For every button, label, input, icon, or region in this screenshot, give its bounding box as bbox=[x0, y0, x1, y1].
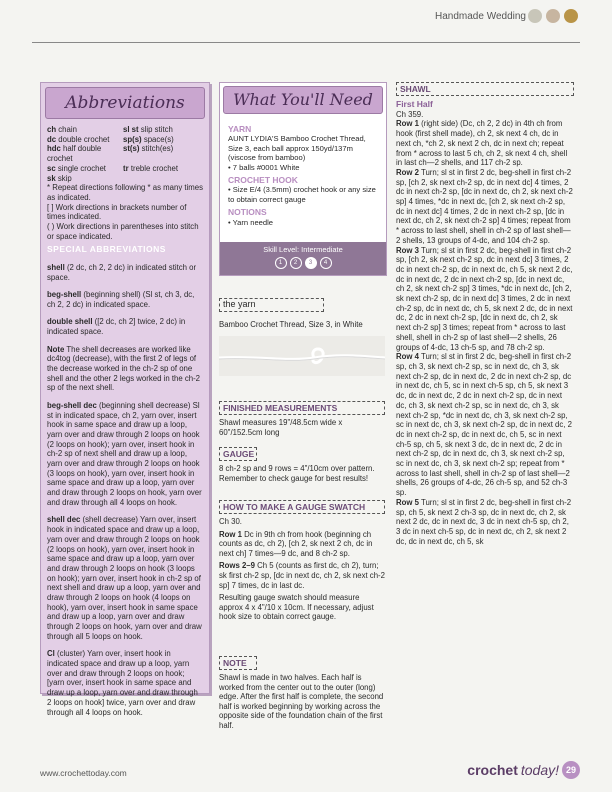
abbreviation-term: tr bbox=[123, 163, 129, 173]
notions-bullet: • Yarn needle bbox=[228, 217, 274, 227]
abbreviation-entry bbox=[123, 125, 203, 135]
yarn-thread-icon bbox=[219, 336, 385, 376]
shawl-row-text: Turn; sl st in first 2 dc, beg-shell in first ch-2 sp, ch 5, sk next 2 ch-3 sp, dc in next dc, ch 2, sk next 2 dc, dc in next dc, 3 dc in next ch-5 sp, ch 2, 3 dc in next ch-5 sp, dc in next dc, ch 2, sk next 2 dc, dc in next dc, ch 5, sk bbox=[396, 497, 572, 546]
abbreviation-list bbox=[47, 125, 203, 183]
abbreviation-entry bbox=[123, 174, 203, 184]
special-abbreviation-label: double shell bbox=[47, 317, 93, 327]
yarn-label: the yarn bbox=[219, 298, 324, 312]
notions-heading: NOTIONS bbox=[228, 207, 267, 218]
shawl-row-label: Row 5 bbox=[396, 497, 419, 507]
footer-brand-name: crochet bbox=[467, 762, 518, 778]
abbreviation-meaning: half double crochet bbox=[47, 144, 102, 164]
skill-level-circle: 2 bbox=[290, 257, 302, 269]
abbreviation-entry bbox=[47, 164, 121, 174]
gauge-swatch-rows bbox=[219, 530, 385, 591]
abbreviation-meaning: stitch(es) bbox=[141, 144, 174, 154]
gauge-label: GAUGE bbox=[219, 447, 257, 461]
abbreviation-entry bbox=[123, 164, 203, 174]
header-dot bbox=[546, 9, 560, 23]
header-dots bbox=[528, 9, 578, 23]
footer-brand bbox=[467, 761, 580, 779]
abbreviation-entry bbox=[47, 135, 121, 145]
shawl-row-text: Turn; sl st in first 2 dc, beg-shell in first ch-2 sp, [ch 2, sk next ch-2 sp, dc in next dc] 3 times, 2 dc in next ch-2 sp, dc in next dc, ch 5, sk next 2 dc, dc in next dc, 2 dc in next ch-2 sp, [dc in next dc, ch 2, sk next ch-2 sp] 3 times, *dc in next dc, [ch 2, sk next ch-2 sp, dc in next dc] 3 times, 2 dc in next ch-2 sp, dc in next dc, ch 5, sk next 2 dc, dc in next dc, 2 dc in next ch-2 sp, [dc in next dc, ch 2, sk next ch-2 sp] 3 times; repeat from * across to last shell, shell in ch-2 sp of last shell—2 shells, 26 groups of 4-dc, 13 ch-5 sp, and 78 ch-2 sp. bbox=[396, 245, 573, 352]
gauge-swatch-ch: Ch 30. bbox=[219, 517, 242, 526]
gauge-section bbox=[219, 447, 385, 483]
shawl-ch: Ch 359. bbox=[396, 109, 424, 119]
abbreviation-meaning: slip stitch bbox=[140, 125, 173, 134]
abbreviation-meaning: double crochet bbox=[58, 134, 110, 144]
yarn-swatch-image bbox=[219, 336, 385, 376]
special-abbreviation bbox=[47, 401, 203, 508]
shawl-rows bbox=[396, 119, 574, 546]
abbreviation-term: sc bbox=[47, 163, 56, 173]
special-abbreviation-label: shell bbox=[47, 262, 65, 272]
special-abbreviations bbox=[47, 263, 203, 717]
abbreviation-note: * Repeat directions following * as many times as indicated. bbox=[47, 183, 204, 202]
shawl-row-label: Row 3 bbox=[396, 245, 419, 255]
materials-title: What You'll Need bbox=[223, 86, 383, 114]
shawl-section bbox=[396, 82, 574, 546]
abbreviation-meaning: skip bbox=[57, 173, 72, 183]
skill-level-bar bbox=[220, 242, 386, 275]
special-abbreviation-label: shell dec bbox=[47, 515, 81, 525]
materials-panel bbox=[219, 82, 387, 276]
first-half-heading: First Half bbox=[396, 99, 433, 109]
abbreviation-meaning: single crochet bbox=[57, 163, 106, 173]
swatch-row-text: Dc in 9th ch from hook (beginning ch counts as dc, ch 2), [ch 2, sk next 2 ch, dc in next ch] 7 times—9 dc, and 8 ch-2 sp. bbox=[219, 529, 373, 558]
special-abbreviation bbox=[47, 290, 203, 309]
abbreviation-entry bbox=[47, 125, 121, 135]
header-rule bbox=[32, 42, 580, 43]
abbreviation-meaning: chain bbox=[58, 125, 77, 134]
special-abbreviation bbox=[47, 345, 203, 394]
abbreviation-term: sl st bbox=[123, 125, 139, 134]
abbreviation-term: hdc bbox=[47, 144, 61, 154]
shawl-row bbox=[396, 119, 574, 168]
page-header bbox=[0, 0, 612, 32]
page-number: 29 bbox=[562, 761, 580, 779]
special-abbreviation-label: Note bbox=[47, 344, 65, 354]
swatch-row-text: Ch 5 (counts as first dc, ch 2), turn; sk first ch-2 sp, [dc in next dc, ch 2, sk next ch-2 sp] 7 times, dc in last dc. bbox=[219, 561, 385, 590]
special-abbreviation bbox=[47, 317, 203, 336]
header-dot bbox=[564, 9, 578, 23]
special-abbreviation-text: (2 dc, ch 2, 2 dc) in indicated stitch or space. bbox=[47, 262, 197, 282]
special-abbreviation bbox=[47, 649, 203, 717]
gauge-swatch-section bbox=[219, 500, 385, 622]
shawl-row bbox=[396, 246, 574, 353]
special-abbreviation-text: ([2 dc, ch 2] twice, 2 dc) in indicated space. bbox=[47, 317, 186, 337]
hook-heading: CROCHET HOOK bbox=[228, 175, 298, 186]
skill-level-circle: 4 bbox=[320, 257, 332, 269]
abbreviations-panel bbox=[40, 82, 210, 717]
shawl-row-label: Row 2 bbox=[396, 167, 419, 177]
special-abbreviation-text: (beginning shell) (Sl st, ch 3, dc, ch 2, 2 dc) in indicated space. bbox=[47, 290, 195, 309]
special-abbreviation-label: Cl bbox=[47, 649, 55, 659]
abbreviation-term: sp(s) bbox=[123, 134, 142, 144]
shawl-row-label: Row 4 bbox=[396, 352, 419, 362]
gauge-swatch-tail: Resulting gauge swatch should measure approx 4 x 4"/10 x 10cm. If necessary, adjust hook size to obtain correct gauge. bbox=[219, 593, 374, 622]
swatch-row-label: Row 1 bbox=[219, 529, 242, 539]
shawl-row bbox=[396, 168, 574, 246]
gauge-swatch-label: HOW TO MAKE A GAUGE SWATCH bbox=[219, 500, 385, 514]
header-title: Handmade Wedding bbox=[435, 11, 526, 22]
hook-bullet: • Size E/4 (3.5mm) crochet hook or any size to obtain correct gauge bbox=[228, 185, 376, 204]
finished-measurements-label: FINISHED MEASUREMENTS bbox=[219, 401, 385, 415]
abbreviation-term: st(s) bbox=[123, 144, 140, 154]
special-abbreviation-text: The shell decreases are worked like dc4tog (decrease), with the first 2 of legs of the decrease worked in the ch-2 sp of one shell and the other 2 legs worked in the ch-2 sp of the next shell. bbox=[47, 344, 200, 393]
swatch-row bbox=[219, 530, 385, 559]
shawl-row-text: Turn; sl st in first 2 dc, beg-shell in first ch-2 sp, [ch 2, sk next ch-2 sp, dc in next dc] 4 times, 2 dc in next ch-2 sp, [dc in next dc, ch 2, sk next ch-2 sp] 4 times, *dc in next dc, [ch 2, sk next ch-2 sp, dc in next dc] 4 times, 2 dc in next ch-2 sp, [dc in next dc, ch 2, sk next ch-2 sp] 4 times; repeat from * across to last shell, shell in ch-2 sp of last shell—2 shells, 13 groups of 4-dc, and 104 ch-2 sp. bbox=[396, 167, 573, 245]
skill-level-circle: 1 bbox=[275, 257, 287, 269]
note-section bbox=[219, 656, 385, 731]
abbreviations-title: Abbreviations bbox=[45, 87, 205, 119]
note-text: Shawl is made in two halves. Each half is worked from the center out to the outer (long) edge. After the first half is complete, the second half is worked beginning by working across the opposite side of the foundation chain of the first half. bbox=[219, 673, 384, 730]
shawl-row-text: (right side) (Dc, ch 2, 2 dc) in 4th ch from hook (first shell made), ch 2, sk next 4 ch, dc in next ch, *ch 2, sk next 2 ch, dc in next ch; repeat from * across to last 5 ch, ch 2, sk next 4 ch, shell in last ch—2 shells, and 117 ch-2 sp. bbox=[396, 119, 568, 168]
header-dot bbox=[528, 9, 542, 23]
gauge-text: 8 ch-2 sp and 9 rows = 4"/10cm over pattern. Remember to check gauge for best results! bbox=[219, 464, 375, 483]
finished-measurements-section bbox=[219, 401, 385, 437]
abbreviation-notes bbox=[47, 183, 203, 241]
special-abbreviation-text: (beginning shell decrease) Sl st in indicated space, ch 2, yarn over, insert hook in same space and draw up a loop, yarn over and draw through 2 loops on hook (2 loops on hook); yarn over, insert hook in ch-2 sp of next shell and draw up a loop, yarn over and draw through 2 loops on hook (3 loops on hook), yarn over, insert hook in same space and draw up a loop, yarn over and draw through 2 loops on hook, yarn over and draw through all 4 loops on hook. bbox=[47, 400, 202, 507]
footer-url: www.crochettoday.com bbox=[40, 768, 127, 778]
abbreviation-entry bbox=[47, 144, 121, 163]
finished-measurements-text: Shawl measures 19"/48.5cm wide x 60"/152.5cm long bbox=[219, 418, 343, 437]
abbreviation-term: dc bbox=[47, 134, 57, 144]
special-abbreviation-label: beg-shell dec bbox=[47, 400, 97, 410]
yarn-bullet: • 7 balls #0001 White bbox=[228, 162, 300, 172]
abbreviation-term: sk bbox=[47, 173, 56, 183]
special-abbreviations-title: SPECIAL ABBREVIATIONS bbox=[47, 244, 166, 255]
special-abbreviation-text: (cluster) Yarn over, insert hook in indicated space and draw up a loop, yarn over and draw through 2 loops on hook; [yarn over, insert hook in same space and draw up a loop, yarn over and draw through 2 loops on hook] twice, yarn over and draw through all 4 loops on hook. bbox=[47, 649, 198, 717]
abbreviation-note: [ ] Work directions in brackets number of times indicated. bbox=[47, 202, 187, 222]
yarn-description: Bamboo Crochet Thread, Size 3, in White bbox=[219, 320, 363, 329]
shawl-label: SHAWL bbox=[396, 82, 574, 96]
abbreviation-entry bbox=[123, 144, 203, 163]
footer-brand-tag: today! bbox=[520, 762, 559, 778]
shawl-row bbox=[396, 498, 574, 547]
shawl-row bbox=[396, 352, 574, 498]
special-abbreviation bbox=[47, 515, 203, 641]
special-abbreviation bbox=[47, 263, 203, 282]
abbreviation-entry bbox=[47, 174, 121, 184]
special-abbreviation-text: (shell decrease) Yarn over, insert hook in indicated space and draw up a loop, yarn over and draw through 2 loops on hook (2 loops on hook), yarn over, insert hook in same space and draw up a loop, yarn over and draw through 2 loops on hook (3 loops on hook); yarn over, insert hook in ch-2 sp of next shell and draw up a loop, yarn over and draw through 2 loops on hook (4 loops on hook), yarn over, insert hook in same space and draw up a loop, yarn over and draw through 2 loops on hook, yarn over and draw through all 5 loops on hook. bbox=[47, 515, 202, 641]
skill-level-circles bbox=[220, 257, 386, 269]
special-abbreviation-label: beg-shell bbox=[47, 290, 82, 300]
abbreviation-meaning: space(s) bbox=[143, 134, 174, 144]
shawl-row-text: Turn; sl st in first 2 dc, beg-shell in first ch-2 sp, ch 3, sk next ch-2 sp, sc in next dc, ch 3, sk next ch-2 sp, dc in next dc, 2 dc in next ch-2 sp, dc in next dc, ch 5, sc in next ch-5 sp, ch 5, sk next 3 dc, dc in next dc, 2 dc in next ch-2 sp, dc in next dc, ch 3, sk next ch-2 sp, sc in next dc, ch 3, sk next ch-2 sp, *dc in next dc, ch 3, sk next ch-2 sp, sc in next dc, ch 3, sk next ch-2 sp, dc in next dc, 2 dc in next ch-2 sp, dc in next dc, ch 5, sc in next ch-5 sp, ch 5, sk next 3 dc, dc in next dc, 2 dc in next ch-2 sp, dc in next dc, ch 3, sk next ch-2 sp, sc in next dc, ch 3, sk next ch-2 sp; repeat from * across to last shell, shell in ch-2 sp of last shell—2 shells, 26 groups of 4-dc, 26 ch-5 sp, and 52 ch-3 sp. bbox=[396, 352, 572, 498]
skill-level-circle-selected: 3 bbox=[305, 257, 317, 269]
yarn-heading: YARN bbox=[228, 124, 252, 134]
yarn-text: AUNT LYDIA'S Bamboo Crochet Thread, Size 3, each ball approx 150yd/137m (viscose from bamboo) bbox=[228, 134, 366, 163]
skill-level-text: Skill Level: Intermediate bbox=[263, 245, 343, 254]
abbreviation-term: ch bbox=[47, 125, 57, 134]
note-label: NOTE bbox=[219, 656, 257, 670]
abbreviation-entry bbox=[123, 135, 203, 145]
abbreviation-note: ( ) Work directions in parentheses into stitch or space indicated. bbox=[47, 222, 199, 241]
shawl-row-label: Row 1 bbox=[396, 119, 419, 129]
swatch-row-label: Rows 2–9 bbox=[219, 561, 255, 571]
swatch-row bbox=[219, 561, 385, 590]
abbreviation-meaning: treble crochet bbox=[130, 163, 179, 173]
